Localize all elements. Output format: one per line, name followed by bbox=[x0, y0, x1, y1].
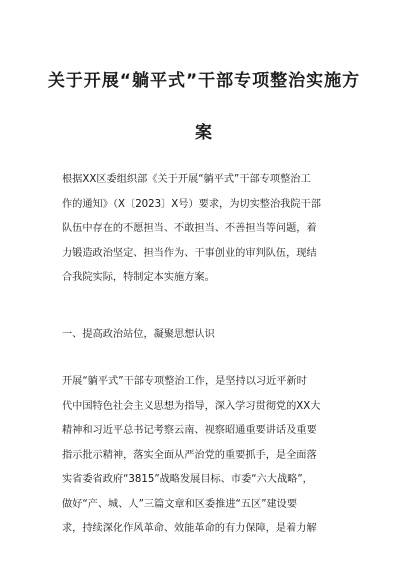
intro-line: 力锻造政治坚定、担当作为、干事创业的审判队伍，现结 bbox=[62, 247, 317, 259]
intro-line: 根据XX区委组织部《关于开展“躺平式”干部专项整治工 bbox=[62, 174, 311, 185]
document-title-line-2: 案 bbox=[195, 123, 213, 143]
section-line: 代中国特色社会主义思想为指导，深入学习贯彻党的XX大 bbox=[62, 400, 321, 412]
section-heading: 一、提高政治站位，凝聚思想认识 bbox=[62, 329, 215, 340]
intro-line: 作的通知》（X〔2023〕X号）要求，为切实整治我院干部 bbox=[62, 198, 321, 210]
section-line: 做好“产、城、人”三篇文章和区委推进“五区”建设要 bbox=[62, 498, 298, 510]
document-title-line-1: 关于开展“躺平式”干部专项整治实施方 bbox=[47, 71, 361, 91]
section-line: 实省委省政府“3815”战略发展目标、市委“六大战略”， bbox=[62, 474, 313, 485]
intro-line: 合我院实际，特制定本实施方案。 bbox=[62, 272, 215, 283]
section-line: 指示批示精神，落实全面从严治党的重要抓手，是全面落 bbox=[62, 449, 317, 461]
section-line: 求，持续深化作风革命、效能革命的有力保障，是着力解 bbox=[62, 523, 317, 534]
section-paragraph bbox=[62, 370, 352, 542]
intro-line: 队伍中存在的不愿担当、不敢担当、不善担当等问题，着 bbox=[62, 223, 317, 234]
section-line: 精神和习近平总书记考察云南、视察昭通重要讲话及重要 bbox=[62, 425, 317, 436]
intro-paragraph bbox=[62, 168, 352, 291]
section-line: 开展“躺平式”干部专项整治工作，是坚持以习近平新时 bbox=[62, 376, 307, 387]
